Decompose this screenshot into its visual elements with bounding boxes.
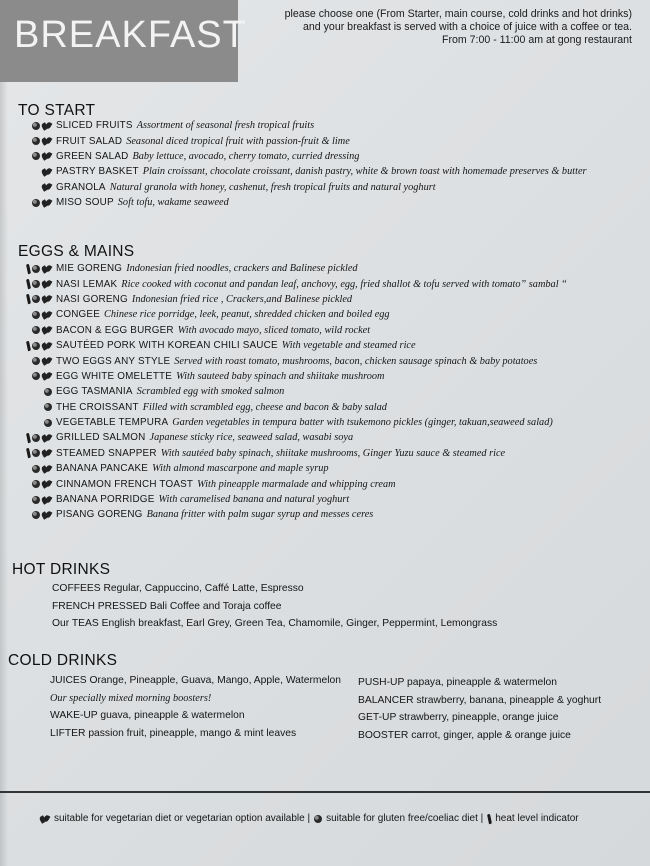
section-title-to-start: TO START: [18, 102, 96, 119]
menu-item-name: TWO EGGS ANY STYLE: [56, 355, 171, 367]
menu-item-description: With pineapple marmalade and whipping cream: [197, 478, 396, 490]
cold-drinks-left: [50, 672, 341, 742]
gluten-free-icon: [32, 295, 40, 303]
intro-line-2: and your breakfast is served with a choice of juice with a coffee or tea.: [303, 21, 632, 33]
diet-icons: [14, 371, 56, 381]
chili-icon: [487, 814, 491, 824]
vegetarian-icon: [42, 325, 52, 335]
gluten-free-icon: [32, 342, 40, 350]
menu-item: [14, 476, 638, 491]
gluten-free-icon: [32, 449, 40, 457]
cold-drinks-right: [358, 674, 601, 744]
vegetarian-icon: [42, 279, 52, 289]
gluten-free-icon: [32, 122, 40, 130]
section-title-hot-drinks: HOT DRINKS: [12, 561, 111, 578]
menu-item-name: STEAMED SNAPPER: [56, 447, 157, 459]
diet-icons: [14, 325, 56, 335]
menu-item-description: Garden vegetables in tempura batter with tsukemono pickles (ginger, takuan,seaweed salad): [172, 417, 553, 429]
menu-item-description: Banana fritter with palm sugar syrup and messes ceres: [146, 509, 374, 521]
menu-item-name: MISO SOUP: [56, 197, 114, 209]
diet-icons: [14, 448, 56, 458]
diet-icons: [14, 495, 56, 505]
menu-item: [14, 338, 638, 353]
diet-icons: [14, 388, 56, 396]
page-edge-shadow: [0, 0, 8, 866]
cold-drink-line: GET-UP strawberry, pineapple, orange juice: [358, 712, 559, 723]
diet-icons: [14, 136, 56, 146]
menu-item-name: PASTRY BASKET: [56, 166, 139, 178]
menu-item: [14, 415, 638, 430]
menu-item: [14, 430, 638, 445]
menu-item-description: Indonesian fried noodles, crackers and Balinese pickled: [126, 263, 358, 275]
to-start-list: [14, 118, 638, 210]
gluten-free-icon: [32, 326, 40, 334]
menu-item-description: Indonesian fried rice , Crackers,and Balinese pickled: [131, 293, 353, 305]
menu-item: [14, 164, 638, 179]
menu-item-name: NASI GORENG: [56, 293, 128, 305]
diet-icons: [14, 167, 56, 177]
chili-icon: [26, 433, 30, 443]
menu-item: [14, 149, 638, 164]
menu-item-name: CINNAMON FRENCH TOAST: [56, 478, 194, 490]
vegetarian-icon: [42, 479, 52, 489]
gluten-free-icon: [32, 357, 40, 365]
footer-divider: [0, 791, 650, 793]
menu-item-description: With sauteed baby spinach and shiitake mushroom: [176, 370, 385, 382]
intro-line-3: From 7:00 - 11:00 am at gong restaurant: [441, 34, 632, 46]
gluten-free-icon: [32, 311, 40, 319]
page-title: BREAKFAST: [14, 14, 247, 56]
menu-item-description: Seasonal diced tropical fruit with passion-fruit & lime: [126, 135, 350, 147]
diet-icons: [14, 510, 56, 520]
vegetarian-icon: [42, 182, 52, 192]
intro-line-1: please choose one (From Starter, main course, cold drinks and hot drinks): [284, 8, 632, 20]
menu-item: [14, 180, 638, 195]
menu-item-description: With caramelised banana and natural yoghurt: [158, 494, 350, 506]
diet-icons: [14, 198, 56, 208]
diet-icons: [14, 294, 56, 304]
chili-icon: [26, 264, 30, 274]
menu-item: [14, 276, 638, 291]
chili-icon: [26, 294, 30, 304]
vegetarian-icon: [42, 433, 52, 443]
diet-icons: [14, 419, 56, 427]
vegetarian-icon: [40, 814, 50, 824]
diet-icons: [14, 264, 56, 274]
menu-item: [14, 384, 638, 399]
cold-drink-subtitle: Our specially mixed morning boosters!: [50, 692, 212, 704]
gluten-free-icon: [44, 403, 52, 411]
cold-drink-line: JUICES Orange, Pineapple, Guava, Mango, Apple, Watermelon: [50, 675, 341, 686]
menu-item-description: With sautéed baby spinach, shiitake mushrooms, Ginger Yuzu sauce & steamed rice: [160, 447, 506, 459]
menu-item-description: Rice cooked with coconut and pandan leaf, anchovy, egg, fried shallot & tofu served with tomato” sambal “: [121, 278, 567, 290]
menu-item-description: Plain croissant, chocolate croissant, danish pastry, white & brown toast with homemade preserves & butter: [142, 166, 587, 178]
vegetarian-icon: [42, 121, 52, 131]
legend-vegetarian: suitable for vegetarian diet or vegetarian option available |: [54, 813, 311, 824]
menu-item-name: NASI LEMAK: [56, 278, 118, 290]
gluten-free-icon: [32, 480, 40, 488]
gluten-free-icon: [32, 265, 40, 273]
vegetarian-icon: [42, 495, 52, 505]
menu-item-description: Assortment of seasonal fresh tropical fruits: [136, 120, 315, 132]
menu-item-name: SLICED FRUITS: [56, 120, 133, 132]
menu-item-name: BACON & EGG BURGER: [56, 324, 174, 336]
menu-item-description: With almond mascarpone and maple syrup: [152, 463, 329, 475]
vegetarian-icon: [42, 341, 52, 351]
vegetarian-icon: [42, 464, 52, 474]
cold-drink-line: BALANCER strawberry, banana, pineapple & yoghurt: [358, 694, 602, 706]
cold-drink-line: LIFTER passion fruit, pineapple, mango & mint leaves: [50, 727, 297, 739]
menu-item-name: EGG WHITE OMELETTE: [56, 370, 173, 382]
menu-item: [14, 133, 638, 148]
hot-drink-line: Our TEAS English breakfast, Earl Grey, Green Tea, Chamomile, Ginger, Peppermint, Lemongrass: [52, 618, 498, 629]
diet-icons: [14, 341, 56, 351]
menu-item-description: With vegetable and steamed rice: [281, 340, 416, 352]
diet-icons: [14, 182, 56, 192]
diet-icons: [14, 479, 56, 489]
menu-item-name: BANANA PANCAKE: [56, 463, 149, 475]
gluten-free-icon: [32, 496, 40, 504]
diet-icons: [14, 121, 56, 131]
menu-item: [14, 492, 638, 507]
cold-drink-line: PUSH-UP papaya, pineapple & watermelon: [358, 677, 557, 688]
gluten-free-icon: [32, 511, 40, 519]
menu-item-name: CONGEE: [56, 309, 100, 321]
diet-icons: [14, 310, 56, 320]
vegetarian-icon: [42, 371, 52, 381]
gluten-free-icon: [314, 815, 322, 823]
menu-item-name: VEGETABLE TEMPURA: [56, 417, 169, 429]
menu-item-description: Scrambled egg with smoked salmon: [136, 386, 285, 398]
vegetarian-icon: [42, 356, 52, 366]
menu-item: [14, 261, 638, 276]
menu-item-name: GREEN SALAD: [56, 150, 129, 162]
title-banner: [0, 0, 247, 82]
vegetarian-icon: [42, 310, 52, 320]
menu-item-description: With avocado mayo, sliced tomato, wild rocket: [177, 324, 371, 336]
gluten-free-icon: [32, 465, 40, 473]
menu-item: [14, 461, 638, 476]
menu-item-description: Soft tofu, wakame seaweed: [117, 197, 229, 209]
diet-icons: [14, 433, 56, 443]
chili-icon: [26, 341, 30, 351]
legend-heat: heat level indicator: [495, 813, 579, 824]
menu-item-name: BANANA PORRIDGE: [56, 494, 155, 506]
menu-item-name: MIE GORENG: [56, 263, 123, 275]
cold-drink-line: BOOSTER carrot, ginger, apple & orange juice: [358, 729, 571, 741]
gluten-free-icon: [44, 419, 52, 427]
menu-item-name: PISANG GORENG: [56, 509, 143, 521]
menu-item-name: GRILLED SALMON: [56, 432, 146, 444]
menu-item-description: Served with roast tomato, mushrooms, bacon, chicken sausage spinach & baby potatoes: [174, 355, 538, 367]
chili-icon: [26, 448, 30, 458]
intro-text: [252, 8, 632, 47]
gluten-free-icon: [44, 388, 52, 396]
diet-icons: [14, 464, 56, 474]
menu-item-name: FRUIT SALAD: [56, 135, 123, 147]
diet-icons: [14, 403, 56, 411]
menu-item-name: THE CROISSANT: [56, 401, 139, 413]
gluten-free-icon: [32, 434, 40, 442]
vegetarian-icon: [42, 198, 52, 208]
diet-icons: [14, 279, 56, 289]
menu-item: [14, 292, 638, 307]
menu-item: [14, 323, 638, 338]
section-title-eggs-mains: EGGS & MAINS: [18, 243, 135, 260]
legend: [40, 813, 579, 824]
vegetarian-icon: [42, 167, 52, 177]
menu-item-name: EGG TASMANIA: [56, 386, 133, 398]
hot-drink-line: FRENCH PRESSED Bali Coffee and Toraja coffee: [52, 600, 282, 612]
menu-item: [14, 446, 638, 461]
diet-icons: [14, 151, 56, 161]
menu-item: [14, 507, 638, 522]
gluten-free-icon: [32, 280, 40, 288]
vegetarian-icon: [42, 151, 52, 161]
menu-item-name: GRANOLA: [56, 181, 106, 193]
vegetarian-icon: [42, 510, 52, 520]
vegetarian-icon: [42, 448, 52, 458]
menu-item-description: Filled with scrambled egg, cheese and bacon & baby salad: [142, 401, 387, 413]
gluten-free-icon: [32, 372, 40, 380]
legend-gluten-free: suitable for gluten free/coeliac diet |: [326, 813, 484, 824]
eggs-mains-list: [14, 261, 638, 523]
menu-item-description: Natural granola with honey, cashenut, fresh tropical fruits and natural yoghurt: [109, 181, 436, 193]
vegetarian-icon: [42, 294, 52, 304]
vegetarian-icon: [42, 136, 52, 146]
menu-item: [14, 369, 638, 384]
menu-item-description: Baby lettuce, avocado, cherry tomato, curried dressing: [132, 150, 360, 162]
cold-drink-line: WAKE-UP guava, pineapple & watermelon: [50, 710, 245, 721]
menu-item: [14, 353, 638, 368]
menu-item: [14, 400, 638, 415]
gluten-free-icon: [32, 199, 40, 207]
menu-item: [14, 307, 638, 322]
vegetarian-icon: [42, 264, 52, 274]
menu-item: [14, 118, 638, 133]
hot-drink-line: COFFEES Regular, Cappuccino, Caffé Latte, Espresso: [52, 583, 304, 594]
hot-drinks-list: [52, 580, 497, 633]
menu-item-name: SAUTÉED PORK WITH KOREAN CHILI SAUCE: [56, 340, 278, 352]
section-title-cold-drinks: COLD DRINKS: [8, 652, 118, 669]
menu-item: [14, 195, 638, 210]
chili-icon: [26, 279, 30, 289]
gluten-free-icon: [32, 137, 40, 145]
diet-icons: [14, 356, 56, 366]
menu-item-description: Chinese rice porridge, leek, peanut, shredded chicken and boiled egg: [104, 309, 390, 321]
gluten-free-icon: [32, 152, 40, 160]
menu-item-description: Japanese sticky rice, seaweed salad, wasabi soya: [149, 432, 354, 444]
